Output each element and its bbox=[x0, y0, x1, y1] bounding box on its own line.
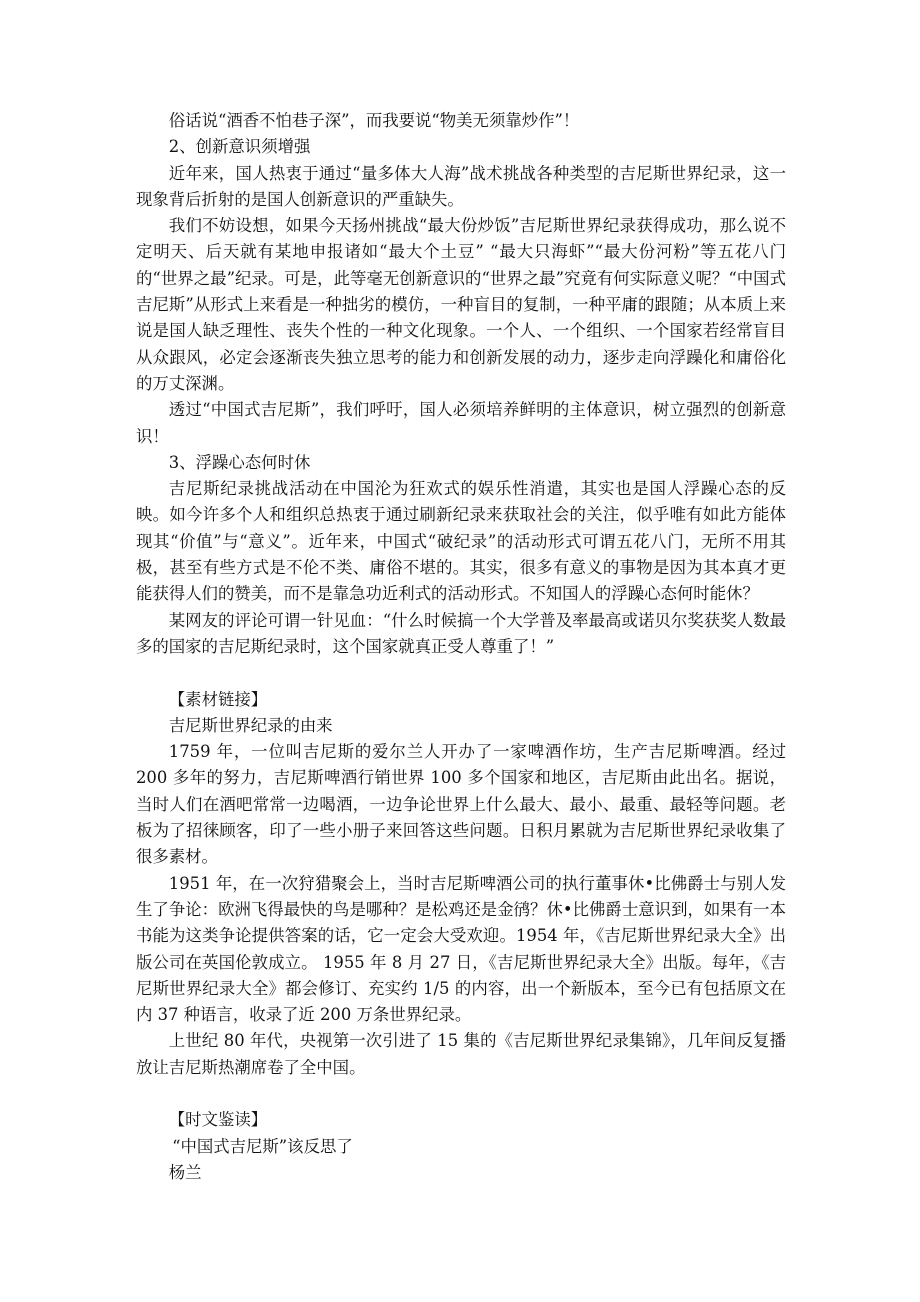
section-heading-article-reading: 【时文鉴读】 bbox=[168, 1110, 268, 1130]
paragraph-netizen-quote: 某网友的评论可谓一针见血：“什么时候搞一个大学普及率最高或诺贝尔奖获奖人数最多的国家的吉尼斯纪录时，这个国家就真正受人尊重了！” bbox=[136, 610, 786, 656]
blank-line bbox=[136, 1081, 786, 1107]
article-title: “中国式吉尼斯”该反思了 bbox=[172, 1136, 353, 1156]
paragraph-impetuous-body: 吉尼斯纪录挑战活动在中国沦为狂欢式的娱乐性消遣，其实也是国人浮躁心态的反映。如今许多个人和组织总热衷于通过刷新纪录来获取社会的关注，似乎唯有如此方能体现其“价值”与“意义”。近年来，中国式“破纪录”的活动形式可谓五花八门，无所不用其极，甚至有些方式是不伦不类、庸俗不堪的。其实，很多有意义的事物是因为其本真才更能获得人们的赞美，而不是靠急功近利式的活动形式。不知国人的浮躁心态何时能休？ bbox=[136, 479, 786, 604]
section-heading-impetuous: 3、浮躁心态何时休 bbox=[168, 452, 311, 472]
section-heading-innovation: 2、创新意识须增强 bbox=[168, 137, 311, 157]
document-body bbox=[136, 108, 786, 1186]
article-author: 杨兰 bbox=[168, 1162, 202, 1182]
paragraph-innovation-body: 我们不妨设想，如果今天扬州挑战“最大份炒饭”吉尼斯世界纪录获得成功，那么说不定明天、后天就有某地申报诸如“最大个土豆” “最大只海虾”“最大份河粉”等五花八门的“世界之最”纪录。可是，此等毫无创新意识的“世界之最”究竟有何实际意义呢？“中国式吉尼斯”从形式上来看是一种拙劣的模仿，一种盲目的复制，一种平庸的跟随；从本质上来说是国人缺乏理性、丧失个性的一种文化现象。一个人、一个组织、一个国家若经常盲目从众跟风，必定会逐渐丧失独立思考的能力和创新发展的动力，逐步走向浮躁化和庸俗化的万丈深渊。 bbox=[136, 216, 786, 393]
paragraph-origin-1980s: 上世纪 80 年代，央视第一次引进了 15 集的《吉尼斯世界纪录集锦》，几年间反复播放让吉尼斯热潮席卷了全中国。 bbox=[136, 1031, 786, 1077]
paragraph-origin-1951: 1951 年，在一次狩猎聚会上，当时吉尼斯啤酒公司的执行董事休•比佛爵士与别人发生了争论：欧洲飞得最快的鸟是哪种？是松鸡还是金鸻？休•比佛爵士意识到，如果有一本书能为这类争论提供答案的话，它一定会大受欢迎。1954 年，《吉尼斯世界纪录大全》出版公司在英国伦敦成立。 1955 年 8 月 27 日，《吉尼斯世界纪录大全》出版。每年，《吉尼斯世界纪录大全》都会修订、充实约 1/5 的内容，出一个新版本，至今已有包括原文在内 37 种语言，收录了近 200 万条世界纪录。 bbox=[136, 873, 786, 1025]
section-heading-material-link: 【素材链接】 bbox=[168, 689, 268, 709]
paragraph-innovation-intro: 近年来，国人热衷于通过“量多体大人海”战术挑战各种类型的吉尼斯世界纪录，这一现象背后折射的是国人创新意识的严重缺失。 bbox=[136, 163, 786, 209]
paragraph-proverb: 俗话说“酒香不怕巷子深”，而我要说“物美无须靠炒作”！ bbox=[168, 111, 580, 130]
paragraph-innovation-conclusion: 透过“中国式吉尼斯”，我们呼吁，国人必须培养鲜明的主体意识，树立强烈的创新意识！ bbox=[136, 400, 786, 446]
subheading-guinness-origin: 吉尼斯世界纪录的由来 bbox=[168, 715, 333, 735]
paragraph-origin-1759: 1759 年，一位叫吉尼斯的爱尔兰人开办了一家啤酒作坊，生产吉尼斯啤酒。经过 200 多年的努力，吉尼斯啤酒行销世界 100 多个国家和地区，吉尼斯由此出名。据说，当时人们在酒吧常常一边喝酒，一边争论世界上什么最大、最小、最重、最轻等问题。老板为了招徕顾客，印了一些小册子来回答这些问题。日积月累就为吉尼斯世界纪录收集了很多素材。 bbox=[136, 742, 786, 867]
blank-line bbox=[136, 660, 786, 686]
